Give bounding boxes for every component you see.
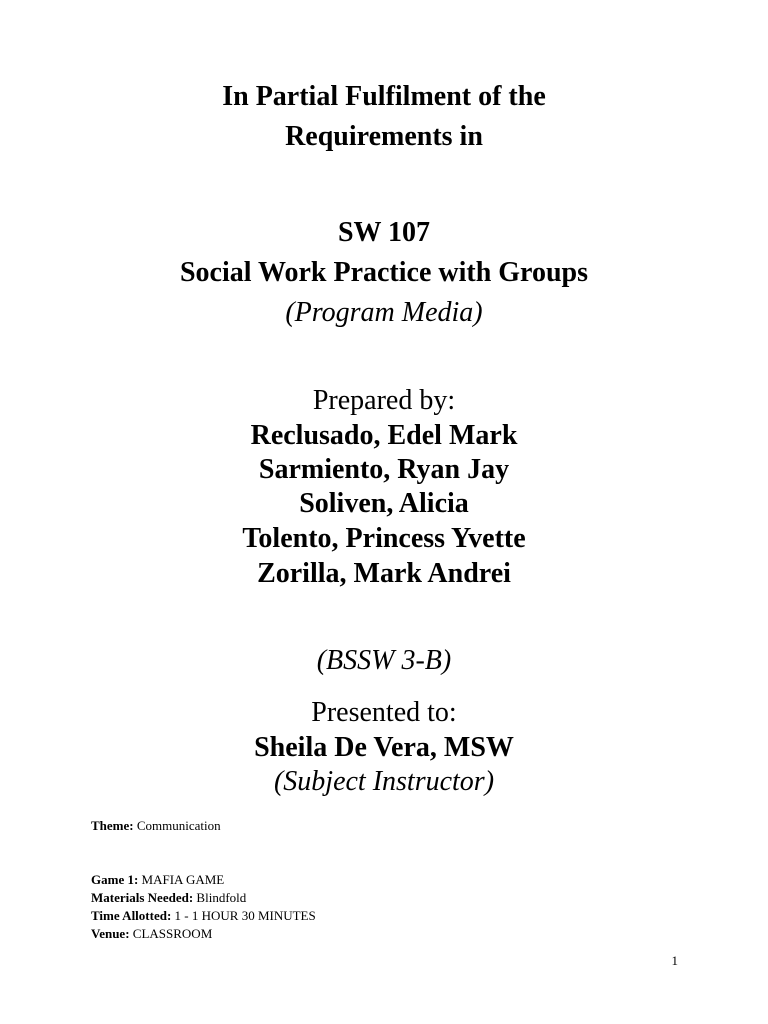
preparer-name-2: Sarmiento, Ryan Jay	[258, 454, 510, 485]
venue-value: CLASSROOM	[132, 926, 213, 941]
theme-label: Theme:	[91, 818, 134, 833]
materials-value: Blindfold	[196, 890, 247, 905]
theme-value: Communication	[136, 818, 221, 833]
presented-to-label: Presented to:	[311, 697, 457, 728]
venue-label: Venue:	[91, 926, 130, 941]
time-line	[91, 907, 316, 925]
instructor-role: (Subject Instructor)	[273, 766, 495, 797]
preparer-name-4: Tolento, Princess Yvette	[242, 523, 526, 554]
course-code: SW 107	[337, 217, 431, 248]
materials-line	[91, 889, 246, 907]
course-subtitle: (Program Media)	[285, 297, 483, 328]
game-label: Game 1:	[91, 872, 139, 887]
game-value: MAFIA GAME	[141, 872, 225, 887]
materials-label: Materials Needed:	[91, 890, 194, 905]
time-label: Time Allotted:	[91, 908, 172, 923]
instructor-name: Sheila De Vera, MSW	[254, 732, 514, 763]
preparer-name-5: Zorilla, Mark Andrei	[257, 558, 511, 589]
class-section: (BSSW 3-B)	[316, 645, 452, 676]
preparer-name-1: Reclusado, Edel Mark	[250, 420, 518, 451]
theme-line	[91, 817, 221, 835]
page-number: 1	[671, 953, 678, 968]
course-title: Social Work Practice with Groups	[179, 257, 589, 288]
game-line	[91, 871, 224, 889]
venue-line	[91, 925, 212, 943]
heading-line-2: Requirements in	[285, 121, 483, 152]
preparer-name-3: Soliven, Alicia	[299, 488, 469, 519]
heading-line-1: In Partial Fulfilment of the	[222, 81, 546, 112]
prepared-by-label: Prepared by:	[312, 385, 456, 416]
time-value: 1 - 1 HOUR 30 MINUTES	[174, 908, 316, 923]
